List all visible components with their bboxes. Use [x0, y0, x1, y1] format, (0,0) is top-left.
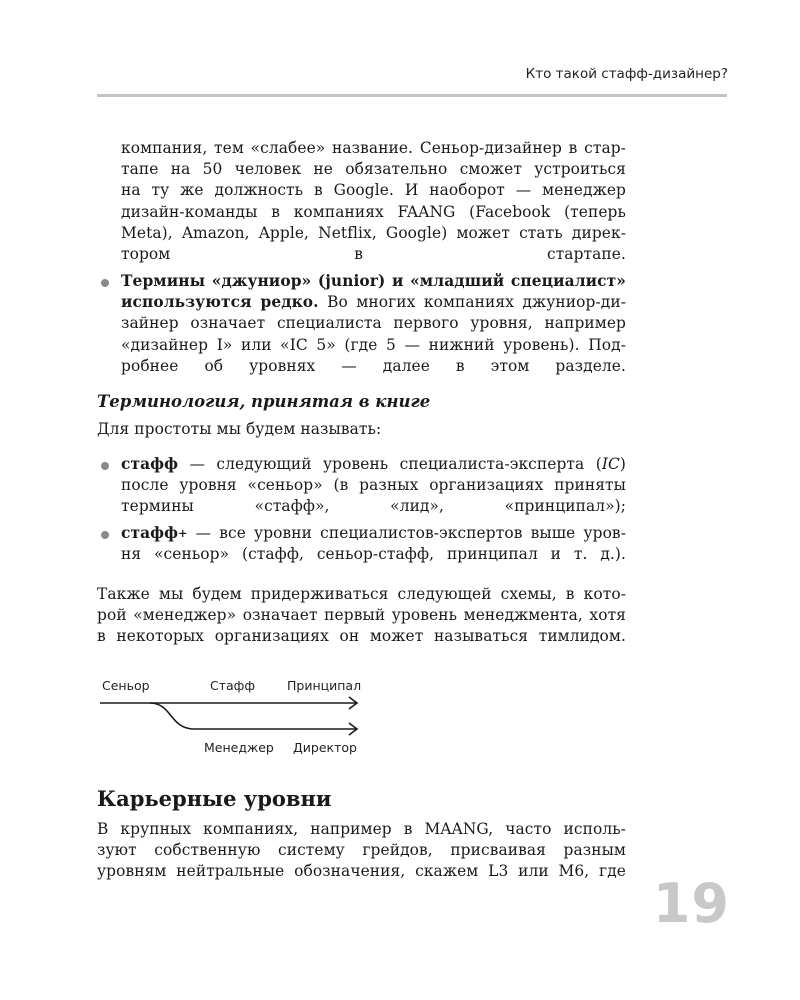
terminology-subheading: Терминология, принятая в книге — [97, 392, 431, 411]
text-line: тапе на 50 человек не обязательно сможет устроиться — [121, 160, 626, 179]
diagram-label-senior: Сеньор — [102, 678, 150, 693]
bullet-staff-plus — [121, 523, 626, 565]
text-span: ) — [619, 455, 626, 473]
text-line: Также мы будем придерживаться следующей схемы, в кото- — [97, 585, 626, 603]
bullet-terms — [121, 271, 626, 377]
management-track-arrow — [150, 703, 357, 729]
text-line: робнее об уровнях — далее в этом разделе. — [121, 356, 626, 375]
header-rule — [97, 94, 727, 97]
text-line: зайнер означает специалиста первого уровня, например — [121, 314, 626, 333]
text-line: «дизайнер I» или «IC 5» (где 5 — нижний уровень). Под- — [121, 335, 626, 354]
diagram-label-staff: Стафф — [210, 678, 256, 693]
text-line: тором в стартапе. — [121, 245, 626, 264]
scheme-paragraph — [97, 584, 626, 648]
text-line — [121, 292, 626, 313]
text-line: дизайн-команды в компаниях FAANG (Facebook (теперь — [121, 202, 626, 221]
bold-lead: используются редко. — [121, 293, 319, 312]
text-span: Во многих компаниях джуниор-ди- — [318, 293, 626, 312]
diagram-label-principal: Принципал — [287, 678, 362, 693]
running-header: Кто такой стафф-дизайнер? — [525, 66, 728, 82]
text-line: зуют собственную систему грейдов, присваивая разным — [97, 841, 626, 860]
text-line: уровням нейтральные обозначения, скажем L3 или M6, где — [97, 862, 626, 881]
text-line: ня «сеньор» (стафф, сеньор-стафф, принципал и т. д.). — [121, 545, 626, 564]
text-line — [121, 523, 626, 544]
bullet-dot — [101, 531, 109, 539]
text-line: компания, тем «слабее» название. Сеньор-дизайнер в стар- — [121, 139, 626, 157]
term-staff-plus: стафф — [121, 524, 179, 542]
ic-abbr: IC — [601, 455, 620, 473]
ic-track-arrowhead — [349, 697, 357, 709]
bullet-staff — [121, 454, 626, 518]
text-line: В крупных компаниях, например в MAANG, часто исполь- — [97, 820, 626, 838]
plus-sign: + — [178, 527, 188, 540]
text-line: термины «стафф», «лид», «принципал»); — [121, 497, 626, 516]
diagram-label-manager: Менеджер — [204, 740, 274, 755]
text-line: рой «менеджер» означает первый уровень менеджмента, хотя — [97, 606, 626, 625]
text-line: в некоторых организациях он может называться тимлидом. — [97, 627, 626, 646]
term-staff: стафф — [121, 455, 179, 473]
management-track-arrowhead — [349, 723, 357, 735]
text-line — [121, 454, 626, 475]
text-line: после уровня «сеньор» (в разных организациях приняты — [121, 476, 626, 495]
bullet-dot — [101, 279, 109, 287]
intro-paragraph — [121, 138, 626, 265]
text-span: — все уровни специалистов-экспертов выше уров- — [187, 524, 626, 542]
bullet-dot — [101, 462, 109, 470]
page-number: 19 — [652, 872, 730, 935]
text-line: на ту же должность в Google. И наоборот — менеджер — [121, 181, 626, 200]
text-line: Meta), Amazon, Apple, Netflix, Google) может стать дирек- — [121, 223, 626, 242]
terminology-intro: Для простоты мы будем называть: — [97, 420, 382, 438]
section-title: Карьерные уровни — [97, 786, 332, 811]
text-span: — следующий уровень специалиста-эксперта ( — [178, 455, 602, 473]
bold-text-line: Термины «джуниор» (junior) и «младший специалист» — [121, 272, 626, 290]
diagram-label-director: Директор — [293, 740, 357, 755]
career-levels-paragraph — [97, 819, 626, 883]
